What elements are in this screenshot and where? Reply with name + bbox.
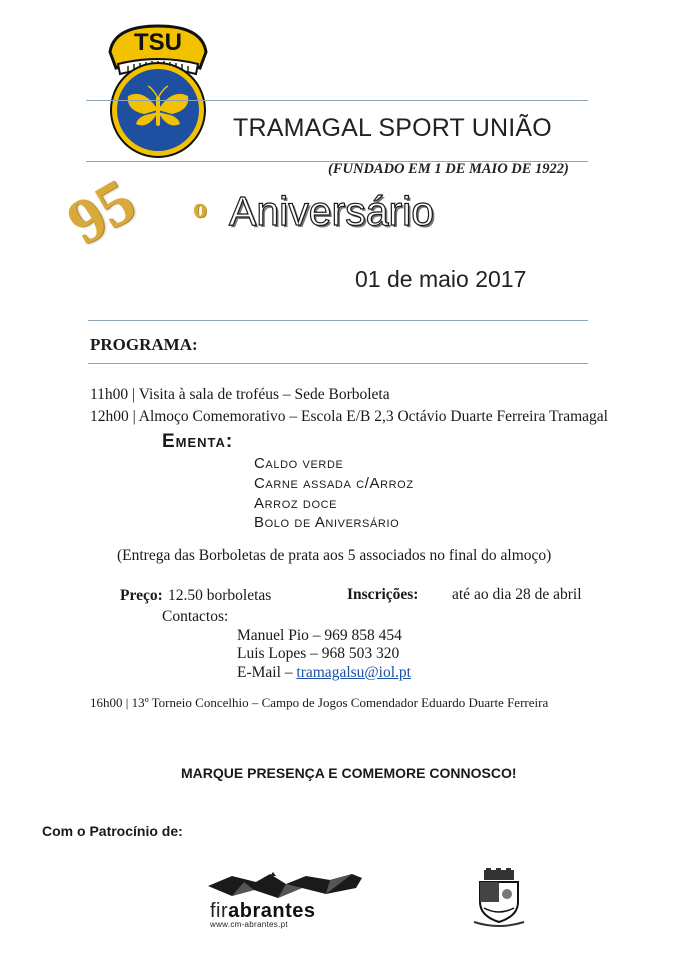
call-to-action: MARQUE PRESENÇA E COMEMORE CONNOSCO! bbox=[181, 765, 517, 781]
menu-item: Carne assada c/Arroz bbox=[254, 475, 414, 492]
menu-item: Caldo verde bbox=[254, 455, 344, 472]
programa-heading: PROGRAMA: bbox=[90, 335, 198, 354]
event-date: 01 de maio 2017 bbox=[355, 266, 527, 292]
anniversary-number: 95 bbox=[55, 164, 147, 259]
email-prefix: E-Mail – bbox=[237, 664, 297, 681]
contact-email-row bbox=[237, 664, 411, 682]
founded-date: (FUNDADO EM 1 DE MAIO DE 1922) bbox=[328, 161, 569, 177]
menu-item: Bolo de Aniversário bbox=[254, 514, 400, 531]
sponsor-label: Com o Patrocínio de: bbox=[42, 823, 183, 839]
contacts-label: Contactos: bbox=[162, 608, 229, 625]
price-label: Preço: bbox=[120, 587, 163, 604]
tournament-item: 16h00 | 13º Torneio Concelhio – Campo de Jogos Comendador Eduardo Duarte Ferreira bbox=[90, 695, 549, 710]
menu-item: Arroz doce bbox=[254, 495, 338, 512]
parish-coat-of-arms-icon bbox=[470, 868, 528, 930]
logo-text: TSU bbox=[134, 29, 182, 56]
sponsor-url: www.cm-abrantes.pt bbox=[210, 920, 288, 929]
registration-label: Inscrições: bbox=[347, 586, 419, 603]
programa-rule-top bbox=[88, 320, 588, 321]
email-link[interactable]: tramagalsu@iol.pt bbox=[296, 664, 411, 681]
header-rule-top bbox=[86, 100, 588, 101]
club-name: TRAMAGAL SPORT UNIÃO bbox=[233, 114, 552, 142]
anniversary-title: Aniversário bbox=[229, 188, 435, 234]
programa-rule-bottom bbox=[88, 363, 588, 364]
delivery-note: (Entrega das Borboletas de prata aos 5 associados no final do almoço) bbox=[117, 547, 552, 564]
sponsor-brand-light: fir bbox=[210, 900, 229, 922]
schedule-item: 12h00 | Almoço Comemorativo – Escola E/B 2,3 Octávio Duarte Ferreira Tramagal bbox=[90, 408, 608, 425]
price-value: 12.50 borboletas bbox=[168, 587, 272, 604]
anniversary-degree-sign: o bbox=[193, 193, 207, 224]
registration-value: até ao dia 28 de abril bbox=[452, 586, 582, 603]
schedule-item: 11h00 | Visita à sala de troféus – Sede Borboleta bbox=[90, 386, 390, 403]
contact-person: Manuel Pio – 969 858 454 bbox=[237, 627, 402, 644]
sponsor-brand-bold: abrantes bbox=[228, 900, 316, 922]
tsu-crest-icon bbox=[104, 18, 212, 158]
menu-heading: Ementa: bbox=[162, 431, 234, 452]
contact-person: Luis Lopes – 968 503 320 bbox=[237, 645, 400, 662]
